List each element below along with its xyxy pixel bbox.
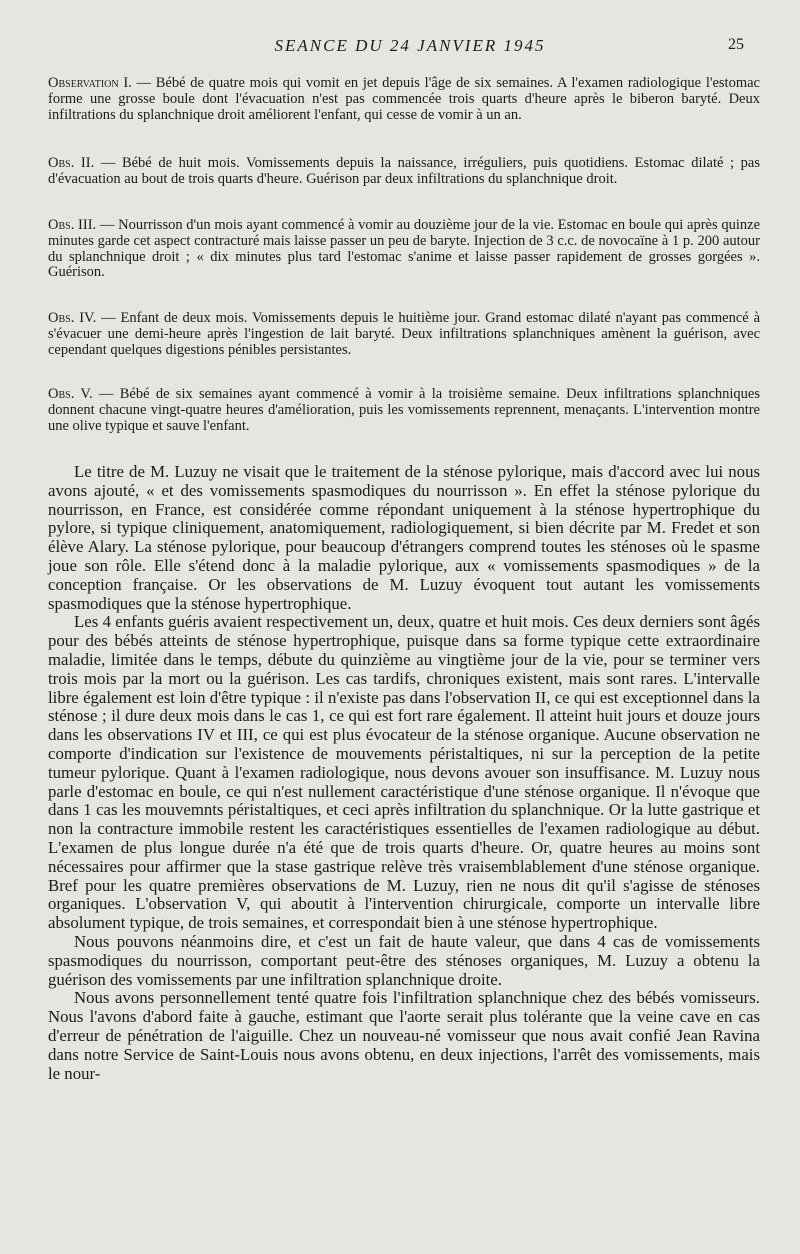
observation-label: Observation I. — [48,75,152,91]
paragraph: Les 4 enfants guéris avaient respectivement un, deux, quatre et huit mois. Ces deux derniers sont âgés pour des bébés atteints de sténose hypertrophique, puisque dans sa forme typique cette extraordinaire maladie, limitée dans le temps, débute du quinzième au vingtième jour de la vie, pour se terminer vers trois mois par la mort ou la guérison. Les cas tardifs, chroniques existent, mais sont rares. L'intervalle libre également est loin d'être typique : il n'existe pas dans l'observation II, ce qui est exceptionnel dans la sténose ; il dure deux mois dans le cas 1, ce qui est fort rare également. Il atteint huit jours et douze jours dans les observations IV et III, ce qui est plus évocateur de la sténose organique. Aucune observation ne comporte d'indication sur l'existence de mouvements péristaltiques, ni sur la perception de la petite tumeur pylorique. Quant à l'examen radiologique, nous devons avouer son insuffisance. M. Luzuy nous parle d'estomac en boule, ce qui n'est nullement caractéristique d'une sténose organique. Il n'évoque que dans 1 cas les mouvemnts péristaltiques, et ceci après infiltration du splanchnique. Or la lutte gastrique et non la contracture immobile restent les caractéristiques essentielles de l'examen radiologique au début. L'examen de plus longue durée n'a été que de trois quarts d'heure. Or, quatre heures au moins sont nécessaires pour affirmer que la stase gastrique relève très vraisemblablement d'une sténose organique. Bref pour les quatre premières observations de M. Luzuy, rien ne nous dit qu'il s'agisse de sténoses organiques. L'observation V, qui aboutit à l'intervention chirurgicale, comporte un intervalle libre absolument typique, de trois semaines, et correspondait bien à une sténose hypertrophique. [48,612,760,933]
observation-text: Bébé de huit mois. Vomissements depuis la naissance, irréguliers, puis quotidiens. Estomac dilaté ; pas d'évacuation au bout de trois quarts d'heure. Guérison par deux infiltrations du splanchnique droit. [48,155,760,187]
observation-text: Nourrisson d'un mois ayant commencé à vomir au douzième jour de la vie. Estomac en boule qui après quinze minutes garde cet aspect contracturé mais laisse passer un peu de baryte. Injection de 3 c.c. de novocaïne à 1 p. 200 autour du splanchnique droit ; « dix minutes plus tard l'estomac s'anime et laisse passer rapidement de grosses gorgées ». Guérison. [48,217,761,281]
paragraph: Nous pouvons néanmoins dire, et c'est un fait de haute valeur, que dans 4 cas de vomissements spasmodiques du nourrisson, comportant peut-être des sténoses organiques, M. Luzuy a obtenu la guérison des vomissements par une infiltration splanchnique droite. [48,931,760,989]
paragraph: Le titre de M. Luzuy ne visait que le traitement de la sténose pylorique, mais d'accord avec lui nous avons ajouté, « et des vomissements spasmodiques du nourrisson ». En effet la sténose pylorique du nourrisson, en France, est considérée comme répondant uniquement à la sténose hypertrophique du pylore, si typique cliniquement, anatomiquement, radiologiquement, si bien décrite par M. Fredet et son élève Alary. La sténose pylorique, pour beaucoup d'étrangers comprend toutes les sténoses où le spasme joue son rôle. Elle s'étend donc à la maladie pylorique, aux « vomissements spasmodiques » de la conception française. Or les observations de M. Luzuy évoquent tout autant les vomissements spasmodiques que la sténose hypertrophique. [48,462,760,613]
running-title: SEANCE DU 24 JANVIER 1945 [274,36,546,55]
page-header [76,36,744,60]
observation-label: Obs. III. — [48,217,115,233]
observation-1 [48,76,760,123]
observation-label: Obs. II. — [48,155,116,171]
observation-4 [48,311,760,358]
observation-text: Enfant de deux mois. Vomissements depuis le huitième jour. Grand estomac dilaté n'ayant pas commencé à s'évacuer une demi-heure après l'ingestion de lait baryté. Deux infiltrations splanchniques amènent la guérison, avec cependant quelques digestions pénibles persistantes. [48,310,761,358]
observation-5 [48,387,760,434]
observation-label: Obs. IV. — [48,310,116,326]
page-number: 25 [728,36,744,53]
paragraph: Nous avons personnellement tenté quatre fois l'infiltration splanchnique chez des bébés vomisseurs. Nous l'avons d'abord faite à gauche, estimant que l'aorte serait plus tolérante que la veine cave en cas d'erreur de pénétration de l'aiguille. Chez un nouveau-né vomisseur que nous avait confié Jean Ravina dans notre Service de Saint-Louis nous avons obtenu, en deux injections, l'arrêt des vomissements, mais le nour- [48,988,760,1083]
body-text [48,463,760,1083]
observation-text: Bébé de quatre mois qui vomit en jet depuis l'âge de six semaines. A l'examen radiologique l'estomac forme une grosse boule dont l'évacuation n'est pas commencée trois quarts d'heure après le biberon baryté. Deux infiltrations du splanchnique droit améliorent l'enfant, qui cesse de vomir à un an. [48,75,760,123]
observation-label: Obs. V. — [48,386,114,402]
observation-2 [48,156,760,188]
observation-3 [48,218,760,281]
observation-text: Bébé de six semaines ayant commencé à vomir à la troisième semaine. Deux infiltrations splanchniques donnent chacune vingt-quatre heures d'amélioration, puis les vomissements reprennent, menaçants. L'intervention montre une olive typique et sauve l'enfant. [48,386,761,434]
